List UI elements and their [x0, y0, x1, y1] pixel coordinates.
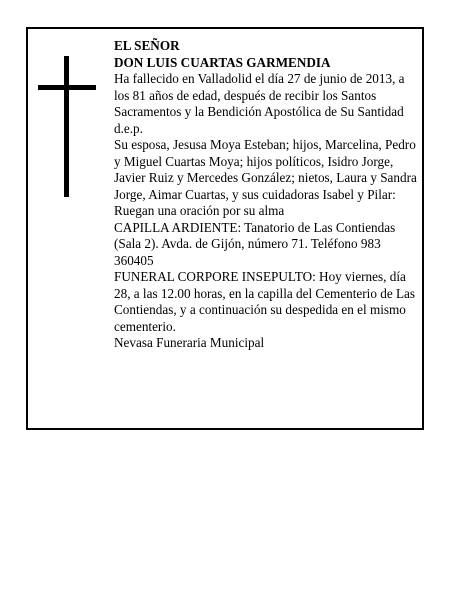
- paragraph-chapel: CAPILLA ARDIENTE: Tanatorio de Las Contiendas (Sala 2). Avda. de Gijón, número 71. Teléfono 983 360405: [114, 219, 396, 268]
- cross-horizontal-bar: [38, 85, 96, 90]
- paragraph-family: Su esposa, Jesusa Moya Esteban; hijos, Marcelina, Pedro y Miguel Cuartas Moya; hijos políticos, Isidro Jorge, Javier Ruiz y Mercedes González; nietos, Laura y Sandra Jorge, Aimar Cuartas, y sus cuidadoras Isabel y Pilar:: [114, 137, 417, 202]
- cross-vertical-bar: [64, 56, 69, 197]
- obituary-text: [114, 38, 420, 352]
- paragraph-funeral: FUNERAL CORPORE INSEPULTO: Hoy viernes, día 28, a las 12.00 horas, en la capilla del Cementerio de Las Contiendas, y a continuación su despedida en el mismo cementerio.: [114, 269, 416, 334]
- paragraph-funeral-home: Nevasa Funeraria Municipal: [114, 335, 265, 350]
- paragraph-prayer-request: Ruegan una oración por su alma: [114, 203, 285, 218]
- notice-heading-name: DON LUIS CUARTAS GARMENDIA: [114, 54, 331, 70]
- paragraph-death-announcement: Ha fallecido en Valladolid el día 27 de junio de 2013, a los 81 años de edad, después de recibir los Santos Sacramentos y la Bendición Apostólica de Su Santidad d.e.p.: [114, 71, 405, 136]
- notice-heading-title: EL SEÑOR: [114, 38, 180, 53]
